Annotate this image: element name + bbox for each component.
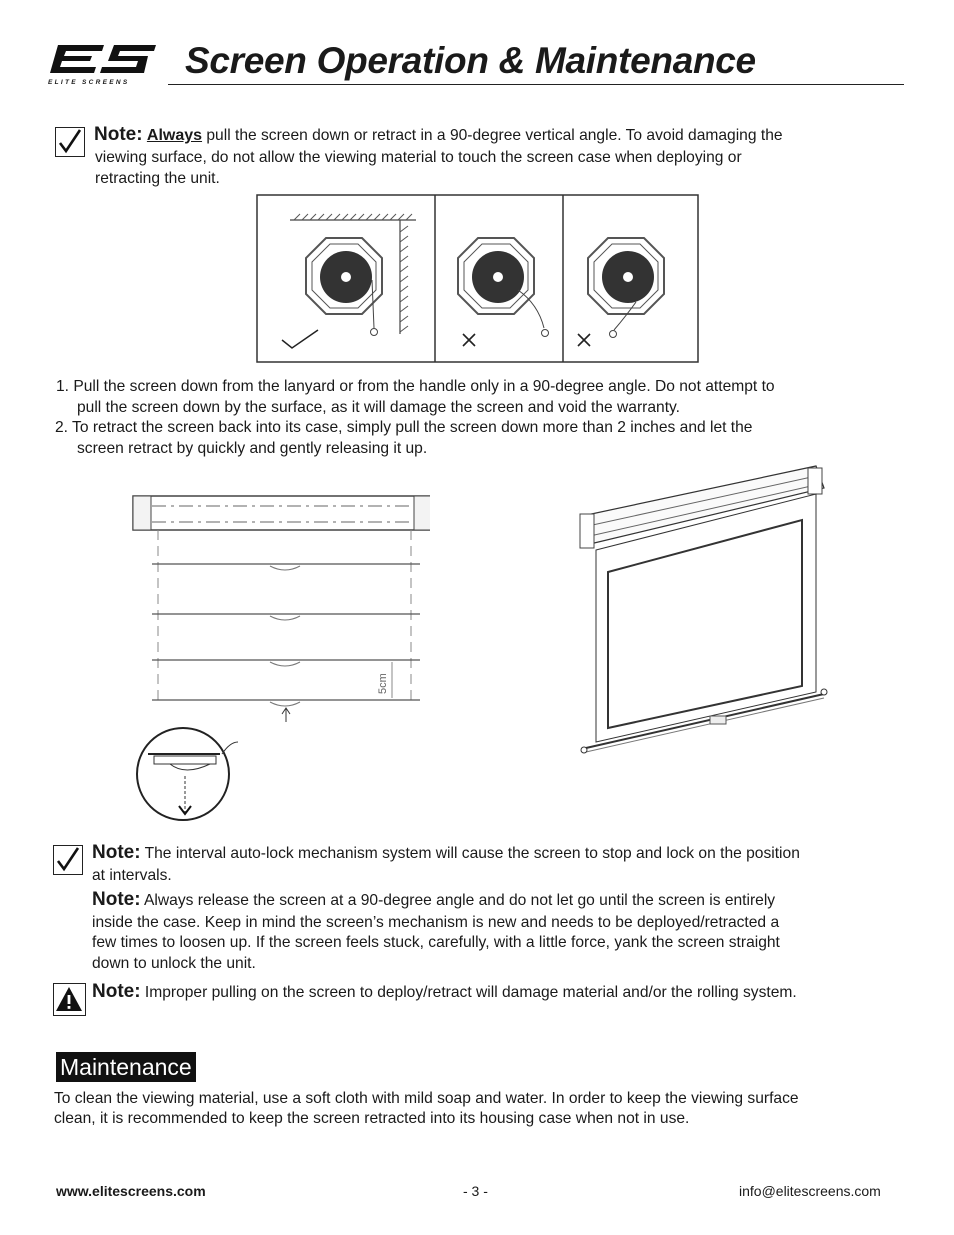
note-text: The interval auto-lock mechanism system will cause the screen to stop and lock on the position <box>140 845 800 862</box>
footer-website: www.elitescreens.com <box>56 1183 206 1199</box>
screen-perspective-diagram <box>576 462 836 763</box>
checkmark-icon <box>53 845 83 875</box>
note-label: Note: <box>92 889 141 910</box>
note1-line2: viewing surface, do not allow the viewing material to touch the screen case when deploying or <box>95 149 742 166</box>
note3-block <box>92 890 922 912</box>
note3-line2: inside the case. Keep in mind the screen’s mechanism is new and needs to be deployed/retracted a <box>92 914 780 931</box>
note3-line4: down to unlock the unit. <box>92 955 256 972</box>
step2-line2: screen retract by quickly and gently releasing it up. <box>77 440 428 457</box>
note-label: Note: <box>92 842 141 863</box>
note2-line2: at intervals. <box>92 867 172 884</box>
note-text: Improper pulling on the screen to deploy/retract will damage material and/or the rolling system. <box>140 984 797 1001</box>
title-rule <box>168 84 904 85</box>
note-text: pull the screen down or retract in a 90-degree vertical angle. To avoid damaging the <box>202 127 783 144</box>
note1-line3: retracting the unit. <box>95 170 220 187</box>
note-label: Note: <box>94 124 143 145</box>
page-title: Screen Operation & Maintenance <box>185 40 756 81</box>
interval-lock-diagram <box>130 492 430 837</box>
note-emphasis: Always <box>146 127 203 144</box>
maintenance-line2: clean, it is recommended to keep the screen retracted into its housing case when not in use. <box>54 1110 690 1127</box>
roller-angle-figure <box>256 194 700 370</box>
step2-line1: 2. To retract the screen back into its case, simply pull the screen down more than 2 inches and let the <box>55 419 753 436</box>
step1-line1: 1. Pull the screen down from the lanyard or from the handle only in a 90-degree angle. Do not attempt to <box>56 378 775 395</box>
note4-block <box>92 982 942 1004</box>
logo-text: ELITE SCREENS <box>48 79 130 86</box>
note-label: Note: <box>92 981 141 1002</box>
note3-line3: few times to loosen up. If the screen feels stuck, carefully, with a little force, yank the screen straight <box>92 934 780 951</box>
note1-block <box>94 125 914 147</box>
warning-icon <box>53 983 86 1016</box>
maintenance-line1: To clean the viewing material, use a soft cloth with mild soap and water. In order to keep the viewing surface <box>54 1090 799 1107</box>
note-text: Always release the screen at a 90-degree angle and do not let go until the screen is entirely <box>140 892 776 909</box>
step1-line2: pull the screen down by the surface, as it will damage the screen and void the warranty. <box>77 399 680 416</box>
footer-email: info@elitescreens.com <box>739 1183 881 1199</box>
five-cm-label: 5cm <box>377 673 389 694</box>
maintenance-heading: Maintenance <box>56 1052 196 1082</box>
footer-page-number: - 3 - <box>463 1183 488 1199</box>
checkmark-icon <box>55 127 85 157</box>
note2-block <box>92 843 922 865</box>
